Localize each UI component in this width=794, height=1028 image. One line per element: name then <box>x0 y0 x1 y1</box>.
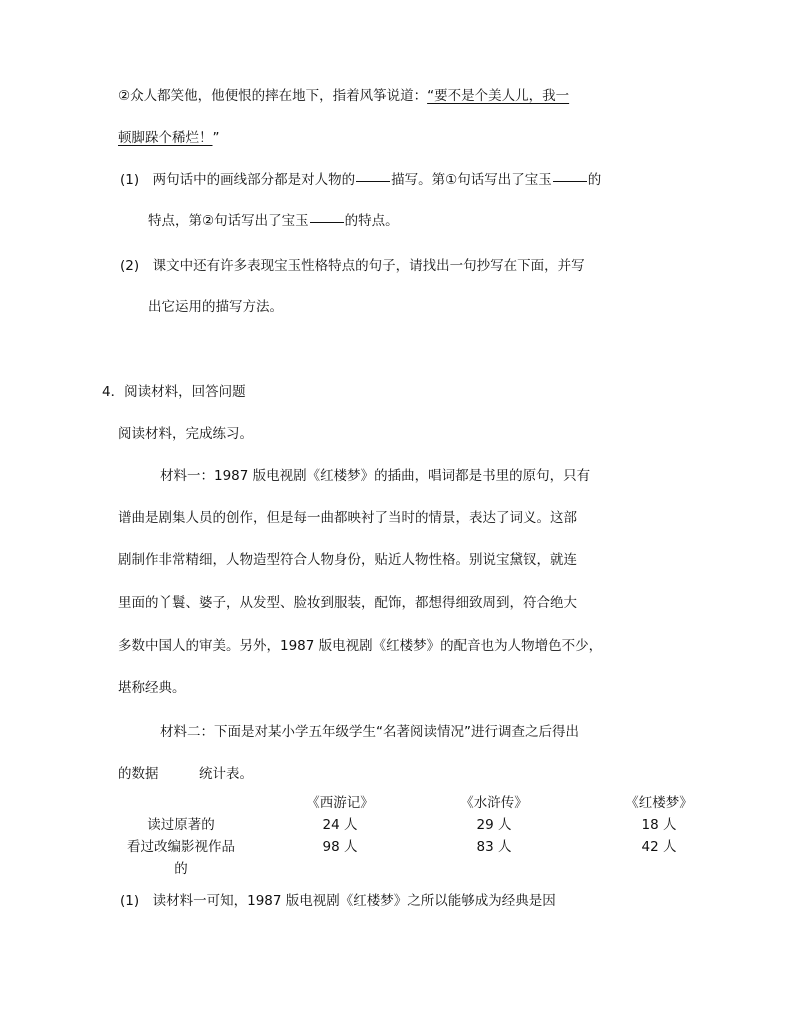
table-row-label: 看过改编影视作品 <box>127 839 235 855</box>
reading-stats-table <box>86 792 734 880</box>
subquestion-1-text-a: (1) 两句话中的画线部分都是对人物的 <box>120 172 356 188</box>
table-row <box>86 814 734 836</box>
material-2-line-2: 的数据 统计表。 <box>118 766 253 782</box>
quote-line-2 <box>118 128 220 148</box>
table-cell: 24 人 <box>322 817 358 833</box>
quote-line-2-suffix: ” <box>212 130 220 146</box>
subquestion-2-line-1: (2) 课文中还有许多表现宝玉性格特点的句子，请找出一句抄写在下面，并写 <box>120 258 585 274</box>
material-1-line-6: 堪称经典。 <box>118 680 186 696</box>
subquestion-2-line-2: 出它运用的描写方法。 <box>148 299 283 315</box>
material-1-line-5: 多数中国人的审美。另外，1987 版电视剧《红楼梦》的配音也为人物增色不少， <box>118 638 603 654</box>
table-cell: 98 人 <box>322 839 358 855</box>
material-1-line-4: 里面的丫鬟、婆子，从发型、脸妆到服装，配饰，都想得细致周到，符合绝大 <box>118 595 577 611</box>
answer-blank-2[interactable] <box>553 180 587 182</box>
material-2-line-1: 材料二：下面是对某小学五年级学生“名著阅读情况”进行调查之后得出 <box>160 724 579 740</box>
quote-line-2-underlined: 顿脚跺个稀烂！ <box>118 130 213 146</box>
table-row-label: 读过原著的 <box>147 817 215 833</box>
material-1-line-2: 谱曲是剧集人员的创作，但是每一曲都映衬了当时的情景，表达了词义。这部 <box>118 510 577 526</box>
quote-line-1-prefix: ②众人都笑他，他便恨的摔在地下，指着风筝说道： <box>118 88 428 104</box>
table-header-cell: 《西游记》 <box>306 795 374 811</box>
table-cell: 29 人 <box>476 817 512 833</box>
subquestion-1-line-1 <box>120 170 601 190</box>
subquestion-1-text-c: 的 <box>587 172 602 188</box>
table-cell: 18 人 <box>641 817 677 833</box>
subquestion-1-line-2 <box>148 211 399 231</box>
answer-blank-3[interactable] <box>310 221 344 223</box>
subquestion-1-text-d: 特点，第②句话写出了宝玉 <box>148 213 309 229</box>
quote-line-1-underlined: “要不是个美人儿，我一 <box>427 88 570 104</box>
question-4-subquestion-1: (1) 读材料一可知，1987 版电视剧《红楼梦》之所以能够成为经典是因 <box>120 893 556 909</box>
table-header-cell <box>86 792 276 814</box>
table-header-cell: 《水浒传》 <box>460 795 528 811</box>
material-1-line-1: 材料一：1987 版电视剧《红楼梦》的插曲，唱词都是书里的原句，只有 <box>160 468 591 484</box>
table-row <box>86 836 734 858</box>
table-row <box>86 858 734 880</box>
answer-blank-1[interactable] <box>356 180 390 182</box>
table-row-label-continued: 的 <box>174 861 188 877</box>
material-1-line-3: 剧制作非常精细，人物造型符合人物身份，贴近人物性格。别说宝黛钗，就连 <box>118 552 577 568</box>
table-header-row <box>86 792 734 814</box>
table-cell: 83 人 <box>476 839 512 855</box>
subquestion-1-text-b: 描写。第①句话写出了宝玉 <box>391 172 552 188</box>
question-4-heading: 4．阅读材料，回答问题 <box>102 384 246 400</box>
table-header-cell: 《红楼梦》 <box>625 795 693 811</box>
question-4-instruction: 阅读材料，完成练习。 <box>118 426 253 442</box>
quote-line-1 <box>118 86 569 106</box>
subquestion-1-text-e: 的特点。 <box>344 213 399 229</box>
table-cell: 42 人 <box>641 839 677 855</box>
